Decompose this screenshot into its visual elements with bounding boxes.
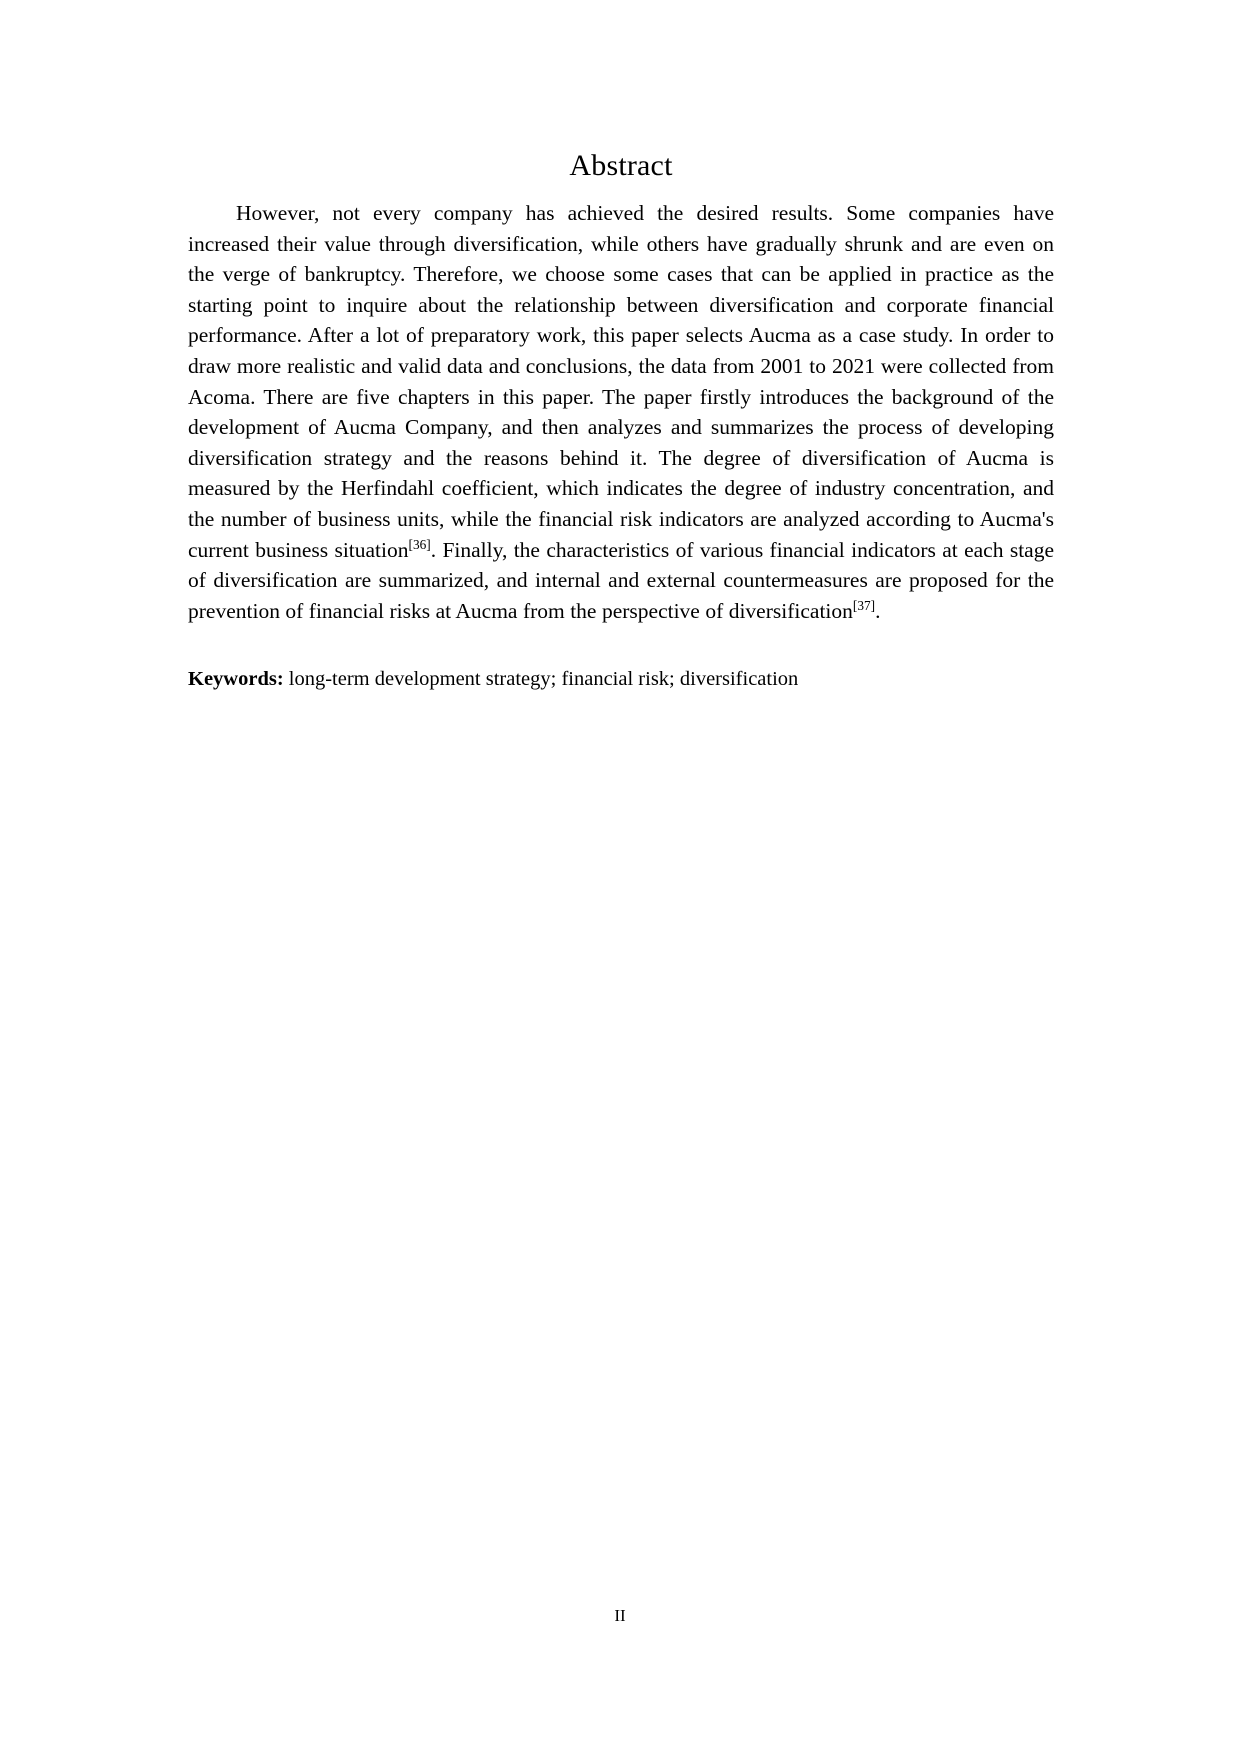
keywords-label: Keywords:: [188, 668, 284, 691]
abstract-paragraph: [188, 184, 1054, 626]
citation-marker-36: [36]: [408, 536, 431, 552]
page-content: [188, 0, 1054, 694]
abstract-text-part-1: However, not every company has achieved the desired results. Some companies have increased their value through diversification, while others have gradually shrunk and are even on the verge of bankruptcy. Therefore, we choose some cases that can be applied in practice as the starting point to inquire about the relationship between diversification and corporate financial performance. After a lot of preparatory work, this paper selects Aucma as a case study. In order to draw more realistic and valid data and conclusions, the data from 2001 to 2021 were collected from Acoma. There are five chapters in this paper. The paper firstly introduces the background of the development of Aucma Company, and then analyzes and summarizes the process of developing diversification strategy and the reasons behind it. The degree of diversification of Aucma is measured by the Herfindahl coefficient, which indicates the degree of industry concentration, and the number of business units, while the financial risk indicators are analyzed according to Aucma's current business situation: [188, 201, 1054, 562]
citation-marker-37: [37]: [852, 597, 876, 613]
keywords-line: [188, 626, 1054, 694]
abstract-text-part-2: . Finally, the characteristics of various financial indicators at each stage of diversification are summarized, and internal and external countermeasures are proposed for the prevention of financial risks at Aucma from the perspective of diversification: [188, 537, 1055, 623]
page-number: II: [614, 1606, 626, 1625]
abstract-text-part-3: .: [875, 598, 881, 623]
keywords-value: long-term development strategy; financial risk; diversification: [283, 668, 799, 691]
page-title: Abstract: [569, 149, 673, 182]
